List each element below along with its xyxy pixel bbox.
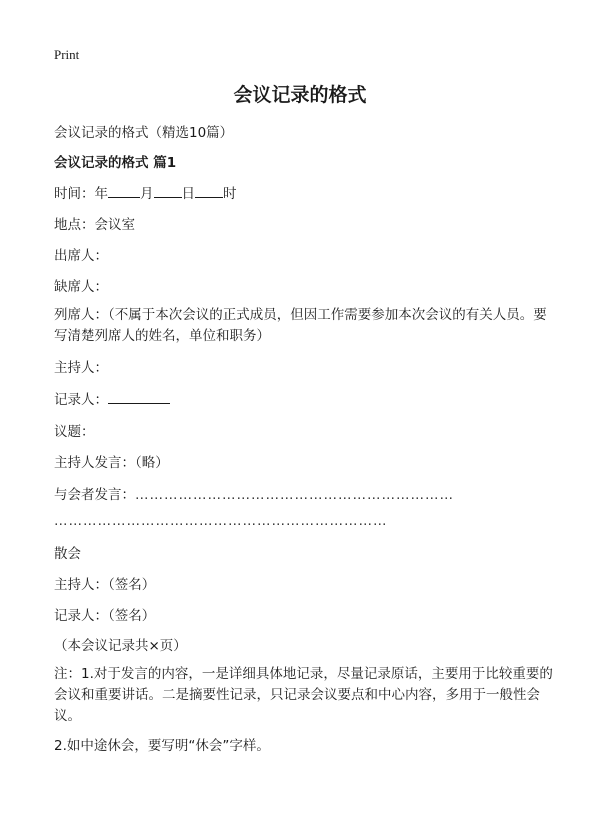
observers-paragraph: 列席人：（不属于本次会议的正式成员，但因工作需要参加本次会议的有关人员。要写清楚列席人的姓名，单位和职务）: [54, 307, 547, 344]
absentees-line: 缺席人：: [54, 279, 108, 295]
participants-speech-line: [54, 483, 454, 503]
note-paragraph-1: 注：1.对于发言的内容，一是详细具体地记录，尽量记录原话，主要用于比较重要的会议和重要讲话。二是摘要性记录，只记录会议要点和中心内容，多用于一般性会议。: [54, 666, 553, 724]
day-label: 日: [181, 186, 195, 202]
hour-blank: [195, 184, 223, 198]
chair-speech-line: 主持人发言：（略）: [54, 455, 169, 471]
day-blank: [154, 184, 182, 198]
note-paragraph-2: 2.如中途休会，要写明“休会”字样。: [54, 738, 270, 754]
document-title: 会议记录的格式: [233, 84, 367, 106]
adjourn-line: 散会: [54, 546, 81, 562]
dots-line-2: ……………………………………………………………: [54, 513, 388, 529]
section-heading: 会议记录的格式 篇1: [54, 155, 177, 171]
agenda-line: 议题：: [54, 424, 95, 440]
participants-speech-label: 与会者发言：: [54, 487, 135, 503]
hour-label: 时: [223, 186, 237, 202]
month-blank: [108, 184, 140, 198]
dots-line-1: …………………………………………………………: [135, 487, 454, 503]
time-label: 时间：: [54, 186, 95, 202]
recorder-label: 记录人：: [54, 392, 108, 408]
recorder-line: [54, 388, 170, 408]
attendees-line: 出席人：: [54, 248, 108, 264]
year-label: 年: [94, 186, 108, 202]
recorder-blank: [108, 390, 170, 404]
pages-note-line: （本会议记录共×页）: [54, 638, 187, 654]
location-line: 地点：会议室: [54, 217, 135, 233]
recorder-sign-line: 记录人：（签名）: [54, 608, 156, 624]
chair-line: 主持人：: [54, 360, 108, 376]
print-label[interactable]: Print: [54, 47, 80, 62]
chair-sign-line: 主持人：（签名）: [54, 577, 156, 593]
time-line: [54, 182, 237, 202]
document-subtitle: 会议记录的格式（精选10篇）: [54, 125, 234, 141]
month-label: 月: [140, 186, 154, 202]
